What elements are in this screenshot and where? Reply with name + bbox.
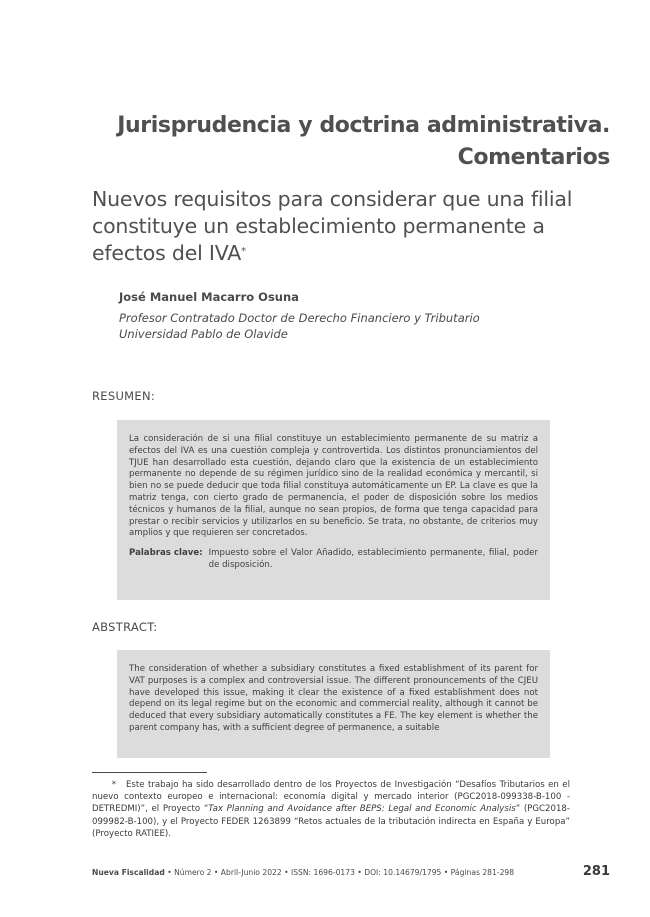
footnote-mark: *: [111, 780, 116, 790]
footnote: [92, 779, 570, 840]
abstract-label: ABSTRACT:: [92, 620, 158, 634]
page-number: 281: [582, 864, 610, 879]
resumen-text: La consideración de si una filial constituye un establecimiento permanente de su matriz a efectos del IVA es una cuestión compleja y controvertida. Los distintos pronunciamientos del TJUE han desarrollado esta cuestión, dejando claro que la existencia de un establecimiento permanente no depende de su régimen jurídico sino de la realidad económica y mercantil, si bien no se puede deducir que toda filial constituya automáticamente un EP. La clave es que la matriz tenga, con cierto grado de permanencia, el poder de disposición sobre los medios técnicos y humanos de la filial, aunque no sean propios, de forma que tenga capacidad para prestar o recibir servicios y utilizarlos en su beneficio. Se trata, no obstante, de criterios muy amplios y que requieren ser concretados.: [129, 434, 538, 539]
publication-details: • Número 2 • Abril-Junio 2022 • ISSN: 1696-0173 • DOI: 10.14679/1795 • Páginas 281-298: [164, 868, 515, 877]
footnote-divider: [92, 772, 207, 773]
article-title-text: Nuevos requisitos para considerar que una filial constituye un establecimiento permanente a efectos del IVA: [92, 187, 573, 265]
footnote-project-title: Tax Planning and Avoidance after BEPS: Legal and Economic Analysis: [208, 804, 516, 815]
section-title-line-2: Comentarios: [457, 145, 610, 170]
section-title-line-1: Jurisprudencia y doctrina administrativa.: [117, 113, 610, 138]
article-title: [92, 186, 612, 267]
page-footer: [92, 868, 514, 877]
abstract-box: [117, 650, 550, 758]
resumen-label: RESUMEN:: [92, 389, 156, 403]
keywords-label: Palabras clave:: [129, 548, 203, 559]
footnote-text-part-1: Este trabajo ha sido desarrollado dentro de los Proyectos de Investigación “Desafíos Tributarios en el nuevo contexto europeo e internacional: economía digital y mercado interior (PGC2018-099338-B-100 - DETREDMI)”, el Proyecto “: [92, 780, 570, 815]
section-title: [50, 110, 610, 174]
author-name: José Manuel Macarro Osuna: [119, 290, 299, 304]
author-position: Profesor Contratado Doctor de Derecho Financiero y Tributario: [119, 311, 480, 325]
footnote-reference-mark[interactable]: *: [241, 246, 246, 257]
journal-name: Nueva Fiscalidad: [92, 868, 165, 877]
resumen-box: [117, 420, 550, 600]
footnote-text-part-2: ” (PGC2018-099982-B-100), y el Proyecto FEDER 1263899 “Retos actuales de la tributación indirecta en España y Europa” (Proyecto RATIEE).: [92, 804, 570, 839]
keywords-row: [129, 548, 538, 572]
abstract-text: The consideration of whether a subsidiary constitutes a fixed establishment of its parent for VAT purposes is a complex and controversial issue. The different pronouncements of the CJEU have developed this issue, making it clear the existence of a fixed establishment does not depend on its legal regime but on the economic and commercial reality, although it cannot be deduced that every subsidiary automatically constitutes a FE. The key element is whether the parent company has, with a sufficient degree of permanence, a suitable: [129, 664, 538, 733]
keywords-text: Impuesto sobre el Valor Añadido, establecimiento permanente, filial, poder de disposición.: [208, 548, 538, 570]
author-institution: Universidad Pablo de Olavide: [119, 327, 288, 341]
